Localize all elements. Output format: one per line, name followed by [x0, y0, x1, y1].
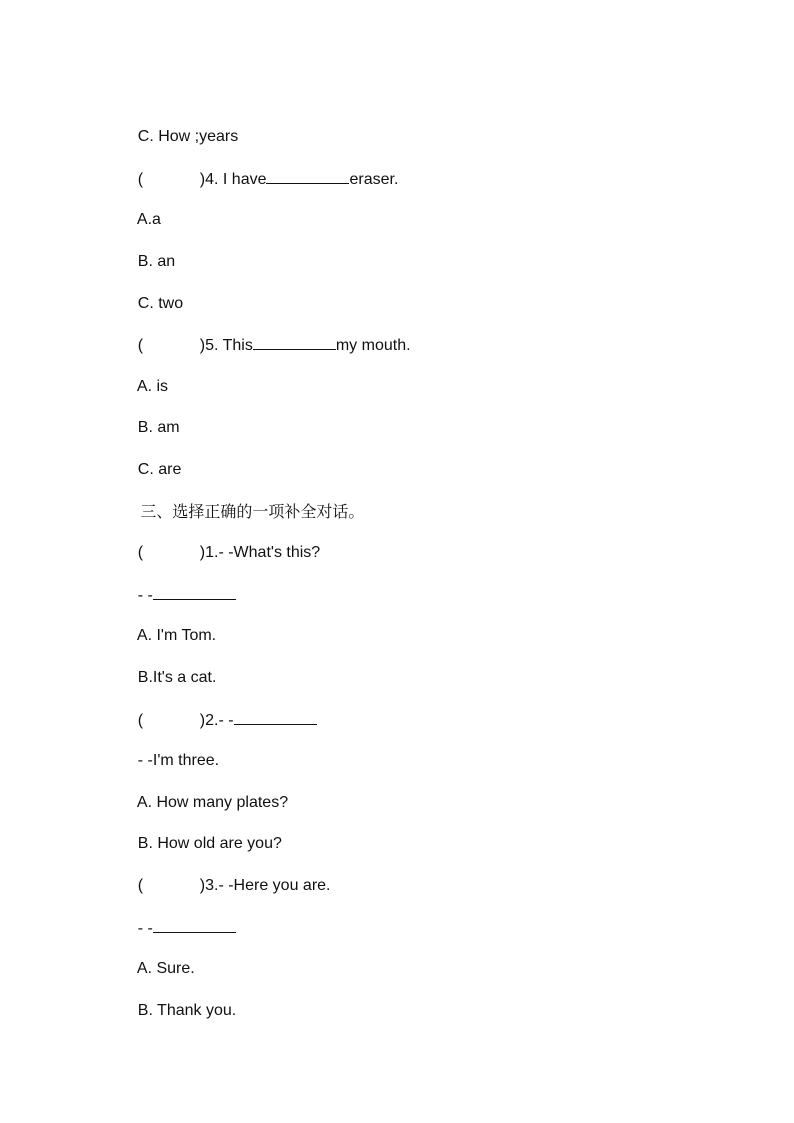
answer-paren: (	[137, 337, 144, 354]
answer-blank	[253, 335, 336, 350]
question-text: )4. I have	[199, 171, 267, 188]
answer-blank	[153, 585, 236, 600]
section-heading-text: 三、选择正确的一项补全对话。	[140, 502, 365, 521]
option-b-d3	[120, 981, 236, 1041]
option-text: B. an	[137, 253, 176, 270]
question-text-end: eraser.	[349, 171, 399, 188]
answer-blank	[153, 918, 236, 933]
option-text: B. How old are you?	[137, 835, 282, 852]
question-text: )5. This	[199, 337, 253, 354]
answer-paren: (	[137, 544, 144, 561]
option-text: B.It's a cat.	[137, 669, 217, 686]
question-text: )1.- -What's this?	[199, 544, 321, 561]
dialog-prefix: - -	[137, 587, 153, 604]
option-text: C. How ;years	[137, 128, 239, 145]
option-text: A. Sure.	[136, 960, 195, 977]
question-text: )2.- -	[199, 712, 234, 729]
option-text: B. Thank you.	[137, 1002, 237, 1019]
question-text: )3.- -Here you are.	[199, 877, 331, 894]
dialog-prefix: - -	[137, 920, 153, 937]
answer-paren: (	[137, 712, 144, 729]
option-text: A. How many plates?	[136, 794, 289, 811]
answer-paren: (	[137, 171, 144, 188]
option-text: A.a	[136, 211, 161, 228]
question-text-end: my mouth.	[335, 337, 411, 354]
option-text: C. are	[137, 461, 182, 478]
option-text: A. is	[136, 378, 169, 395]
dialog-text: - -I'm three.	[137, 752, 220, 769]
option-text: A. I'm Tom.	[136, 627, 217, 644]
answer-blank	[266, 169, 349, 184]
answer-blank	[234, 710, 317, 725]
option-text: C. two	[137, 295, 184, 312]
question-4	[120, 149, 398, 210]
answer-paren: (	[137, 877, 144, 894]
option-text: B. am	[137, 419, 180, 436]
